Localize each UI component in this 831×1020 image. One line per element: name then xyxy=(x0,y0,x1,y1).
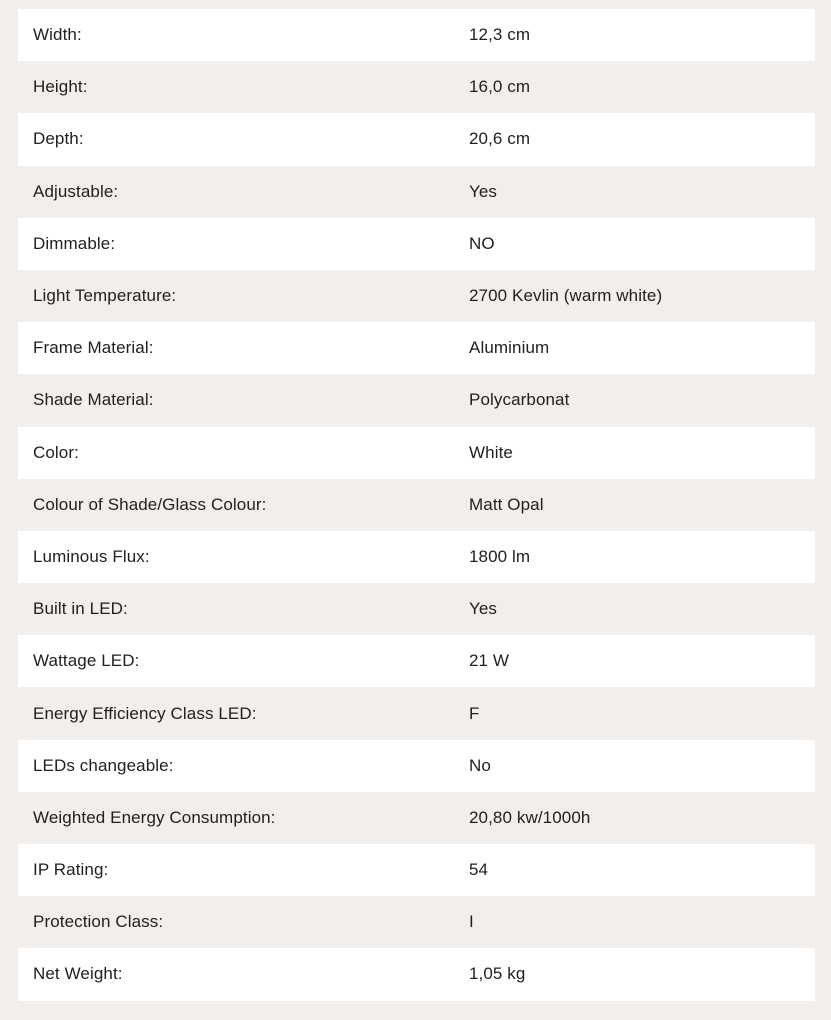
spec-label: Energy Efficiency Class LED: xyxy=(33,703,257,723)
spec-row-depth xyxy=(18,113,815,165)
spec-value: White xyxy=(469,442,513,462)
spec-label: Height: xyxy=(33,77,88,97)
spec-row-net-weight xyxy=(18,948,815,1000)
spec-label: Colour of Shade/Glass Colour: xyxy=(33,494,267,514)
spec-row-luminous-flux xyxy=(18,531,815,583)
spec-value: F xyxy=(469,703,480,723)
spec-value: 12,3 cm xyxy=(469,25,531,45)
spec-value: I xyxy=(469,912,474,932)
spec-value: Yes xyxy=(469,181,498,201)
spec-label: Net Weight: xyxy=(33,964,123,984)
spec-row-color xyxy=(18,427,815,479)
spec-label: Color: xyxy=(33,442,79,462)
spec-row-shade-material xyxy=(18,374,815,426)
spec-label: Weighted Energy Consumption: xyxy=(33,807,276,827)
spec-row-weighted-energy-consumption xyxy=(18,792,815,844)
spec-label: Wattage LED: xyxy=(33,651,140,671)
spec-value: 1,05 kg xyxy=(469,964,526,984)
spec-value: 21 W xyxy=(469,651,510,671)
spec-value: 16,0 cm xyxy=(469,77,531,97)
spec-label: Dimmable: xyxy=(33,233,116,253)
spec-label: Built in LED: xyxy=(33,599,128,619)
spec-row-wattage-led xyxy=(18,635,815,687)
spec-row-leds-changeable xyxy=(18,740,815,792)
spec-label: Shade Material: xyxy=(33,390,154,410)
spec-value: 1800 lm xyxy=(469,546,531,566)
spec-row-light-temperature xyxy=(18,270,815,322)
spec-value: 54 xyxy=(469,860,489,880)
spec-label: IP Rating: xyxy=(33,860,109,880)
spec-row-built-in-led xyxy=(18,583,815,635)
spec-row-shade-colour xyxy=(18,479,815,531)
spec-label: Frame Material: xyxy=(33,338,154,358)
spec-label: Adjustable: xyxy=(33,181,119,201)
spec-row-adjustable xyxy=(18,166,815,218)
spec-value: No xyxy=(469,755,491,775)
spec-value: NO xyxy=(469,233,495,253)
spec-row-ip-rating xyxy=(18,844,815,896)
spec-value: Yes xyxy=(469,599,498,619)
spec-row-protection-class xyxy=(18,896,815,948)
spec-value: Polycarbonat xyxy=(469,390,570,410)
spec-value: Matt Opal xyxy=(469,494,544,514)
spec-row-frame-material xyxy=(18,322,815,374)
spec-value: 20,80 kw/1000h xyxy=(469,807,591,827)
spec-row-energy-efficiency-class xyxy=(18,687,815,739)
spec-label: LEDs changeable: xyxy=(33,755,174,775)
spec-row-width xyxy=(18,9,815,61)
spec-label: Protection Class: xyxy=(33,912,164,932)
spec-value: 20,6 cm xyxy=(469,129,531,149)
spec-row-dimmable xyxy=(18,218,815,270)
spec-value: 2700 Kevlin (warm white) xyxy=(469,286,663,306)
spec-label: Width: xyxy=(33,25,82,45)
spec-value: Aluminium xyxy=(469,338,550,358)
product-spec-table xyxy=(18,9,815,1001)
spec-label: Luminous Flux: xyxy=(33,546,150,566)
spec-label: Light Temperature: xyxy=(33,286,177,306)
spec-label: Depth: xyxy=(33,129,84,149)
spec-row-height xyxy=(18,61,815,113)
